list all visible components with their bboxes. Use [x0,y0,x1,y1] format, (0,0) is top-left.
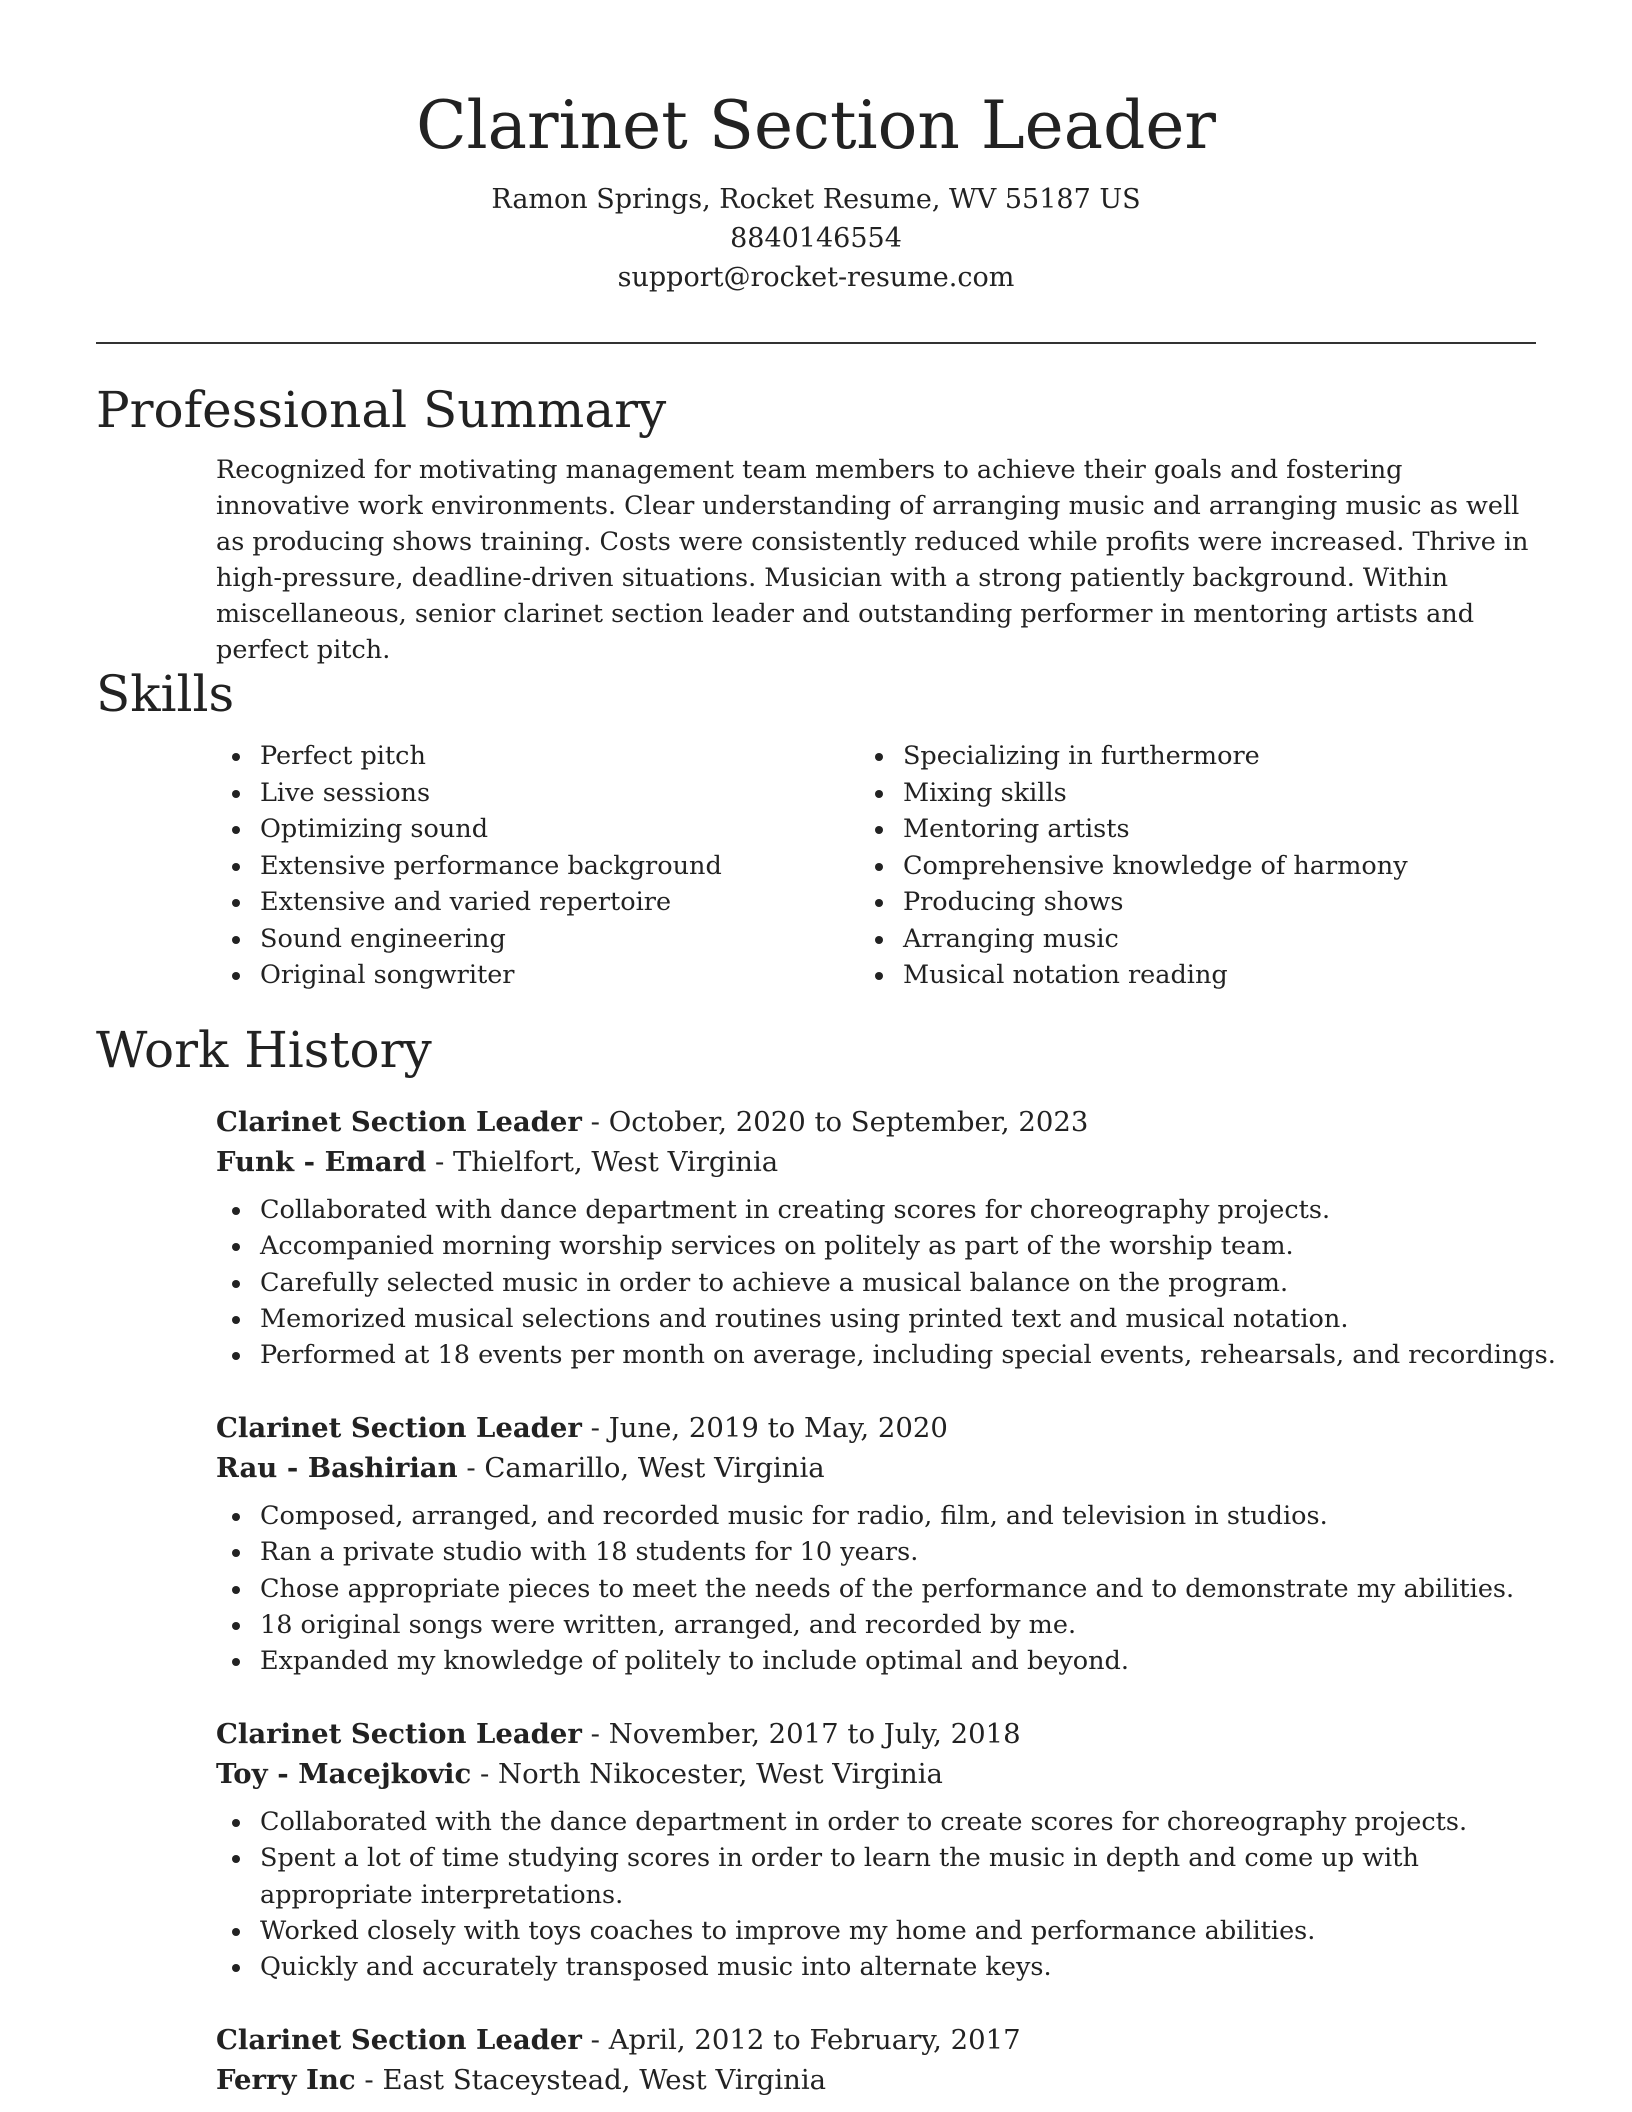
job-company: Toy - Macejkovic [216,1758,472,1790]
skill-item: Extensive and varied repertoire [260,884,903,921]
skills-heading: Skills [96,665,235,723]
job-dates: November, 2017 to July, 2018 [608,1718,1021,1750]
job-company: Funk - Emard [216,1146,427,1178]
job-title-line [216,1408,1536,1448]
job-location: Camarillo, West Virginia [484,1452,825,1484]
skill-item: Musical notation reading [903,957,1536,994]
skill-item: Live sessions [260,775,903,812]
skill-item: Mixing skills [903,775,1536,812]
job-title-line [216,2020,1536,2060]
job-bullet: Accompanied morning worship services on politely as part of the worship team. [260,1228,1556,1264]
job-bullet: Spent a lot of time studying scores in order to learn the music in depth and come up with appropriate interpretations. [260,1840,1556,1913]
job-title-line [216,1102,1536,1142]
job-dates: October, 2020 to September, 2023 [608,1106,1089,1138]
job-block [216,1102,1556,1373]
job-company-line [216,2060,1536,2100]
job-company-line [216,1142,1536,1182]
separator: - [364,2064,383,2096]
separator: - [590,2024,609,2056]
contact-email: support@rocket-resume.com [617,262,1015,293]
job-company-line [216,1448,1536,1488]
job-bullet: 18 original songs were written, arranged, and recorded by me. [260,1607,1556,1643]
contact-phone: 8840146554 [730,223,902,254]
job-title: Clarinet Section Leader [216,1718,582,1750]
separator: - [435,1146,454,1178]
job-bullets [216,1804,1556,1985]
job-bullets [216,1498,1556,1679]
header-divider [96,342,1536,344]
skill-item: Sound engineering [260,921,903,958]
skill-item: Specializing in furthermore [903,738,1536,775]
job-title: Clarinet Section Leader [216,2024,582,2056]
job-bullet: Collaborated with dance department in creating scores for choreography projects. [260,1192,1556,1228]
job-location: East Staceystead, West Virginia [382,2064,827,2096]
skill-item: Producing shows [903,884,1536,921]
job-block [216,2020,1536,2100]
job-bullet: Composed, arranged, and recorded music for radio, film, and television in studios. [260,1498,1556,1534]
job-dates: April, 2012 to February, 2017 [608,2024,1021,2056]
job-entry [96,2020,1536,2100]
job-bullet: Expanded my knowledge of politely to include optimal and beyond. [260,1643,1556,1679]
separator: - [590,1106,609,1138]
job-bullet: Ran a private studio with 18 students for 10 years. [260,1534,1556,1570]
job-bullet: Memorized musical selections and routines using printed text and musical notation. [260,1301,1556,1337]
job-bullet: Worked closely with toys coaches to improve my home and performance abilities. [260,1913,1556,1949]
skill-item: Comprehensive knowledge of harmony [903,848,1536,885]
contact-info [0,180,1632,297]
job-entry [96,1102,1556,1373]
summary-section [96,378,1536,668]
skills-grid [96,738,1536,994]
separator: - [466,1452,485,1484]
separator: - [590,1412,609,1444]
skills-column-left [96,738,903,994]
separator: - [590,1718,609,1750]
skill-item: Extensive performance background [260,848,903,885]
job-company: Rau - Bashirian [216,1452,458,1484]
summary-heading: Professional Summary [96,381,667,439]
skills-column-right [903,738,1536,994]
skills-section [96,662,1536,994]
job-title: Clarinet Section Leader [216,1412,582,1444]
job-company: Ferry Inc [216,2064,356,2096]
candidate-name: Clarinet Section Leader [416,87,1216,164]
separator: - [479,1758,499,1790]
job-bullet: Carefully selected music in order to achieve a musical balance on the program. [260,1265,1556,1301]
skill-item: Mentoring artists [903,811,1536,848]
job-bullet: Chose appropriate pieces to meet the needs of the performance and to demonstrate my abilities. [260,1571,1556,1607]
skill-item: Arranging music [903,921,1536,958]
contact-address: Ramon Springs, Rocket Resume, WV 55187 US [491,184,1141,215]
job-title-line [216,1714,1536,1754]
job-bullet: Quickly and accurately transposed music into alternate keys. [260,1949,1556,1985]
job-dates: June, 2019 to May, 2020 [608,1412,948,1444]
skill-item: Perfect pitch [260,738,903,775]
job-entry [96,1714,1536,1985]
skill-item: Original songwriter [260,957,903,994]
job-location: Thielfort, West Virginia [453,1146,779,1178]
job-entry [96,1408,1536,1679]
job-bullet: Performed at 18 events per month on average, including special events, rehearsals, and recordings. [260,1337,1556,1373]
work-history-heading: Work History [96,1021,432,1079]
resume-header [0,80,1632,297]
summary-text: Recognized for motivating management team members to achieve their goals and fostering innovative work environments. Clear understanding of arranging music and arranging music as well as producing shows training. Costs were consistently reduced while profits were increased. Thrive in high-pressure, deadline-driven situations. Musician with a strong patiently background. Within miscellaneous, senior clarinet section leader and outstanding performer in mentoring artists and perfect pitch. [216,455,1529,665]
job-bullets [216,1192,1556,1373]
skill-item: Optimizing sound [260,811,903,848]
work-history-section [96,1018,1536,1082]
job-block [216,1714,1536,1985]
job-block [216,1408,1536,1679]
job-bullet: Collaborated with the dance department in order to create scores for choreography projects. [260,1804,1556,1840]
job-location: North Nikocester, West Virginia [498,1758,943,1790]
job-title: Clarinet Section Leader [216,1106,582,1138]
job-company-line [216,1754,1536,1794]
